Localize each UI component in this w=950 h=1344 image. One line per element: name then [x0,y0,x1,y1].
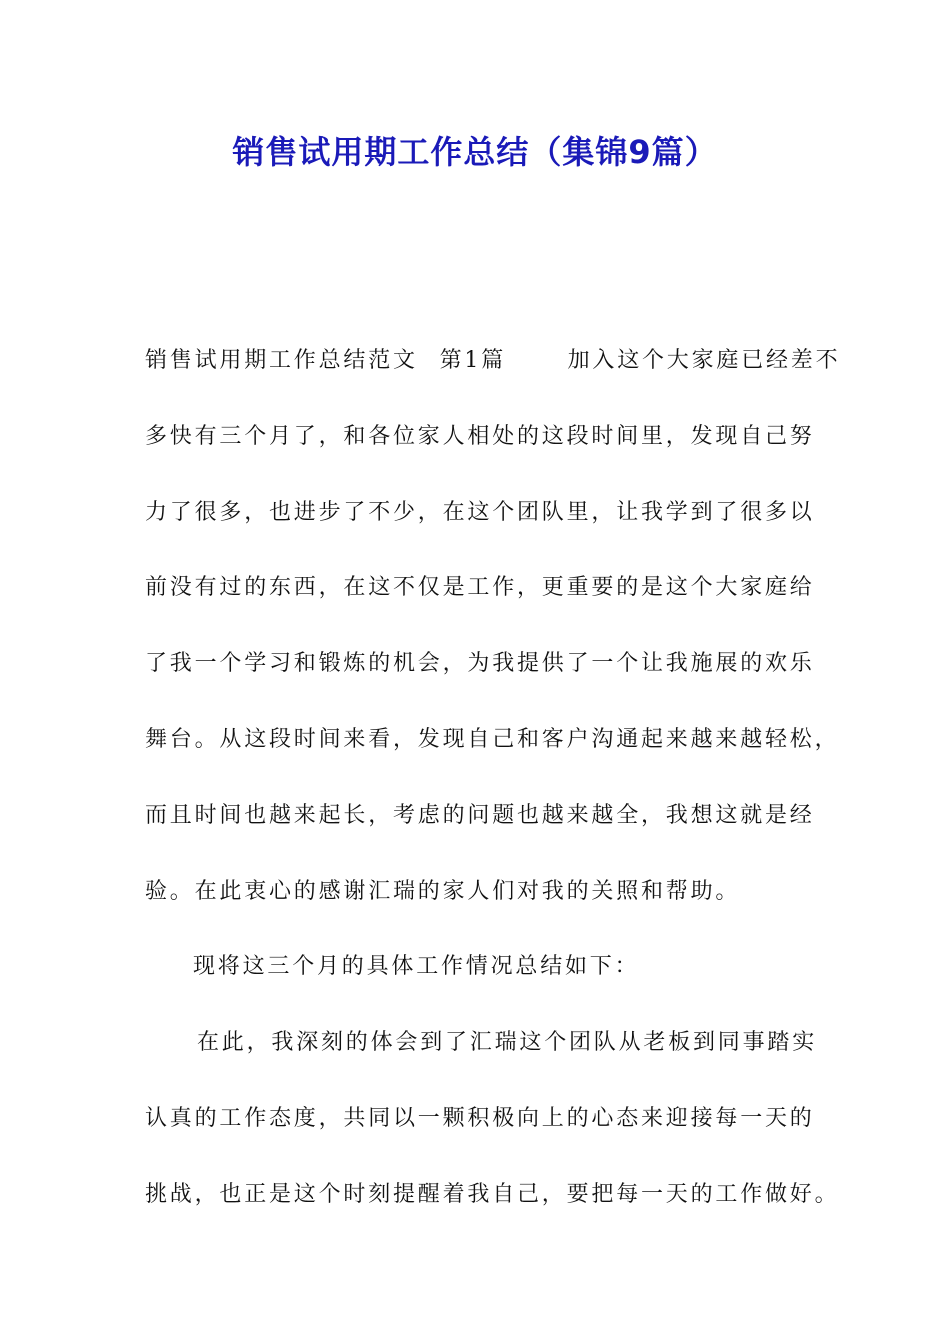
paragraph-line: 力了很多，也进步了不少，在这个团队里，让我学到了很多以 [145,499,815,525]
document-title: 销售试用期工作总结（集锦9篇） [232,133,718,171]
document-body [145,336,841,1246]
paragraph-text: 加入这个大家庭已经差不 [567,348,841,373]
paragraph-line: 在此，我深刻的体会到了汇瑞这个团队从老板到同事踏实 [197,1030,818,1056]
paragraph-line: 现将这三个月的具体工作情况总结如下： [193,954,640,980]
paragraph-line: 前没有过的东西，在这不仅是工作，更重要的是这个大家庭给 [145,575,815,601]
paragraph-line: 舞台。从这段时间来看，发现自己和客户沟通起来越来越轻松， [145,726,840,752]
section-heading: 销售试用期工作总结范文 [145,348,418,373]
section-number: 第1篇 [439,348,507,373]
paragraph-line: 挑战，也正是这个时刻提醒着我自己，要把每一天的工作做好。 [145,1181,840,1207]
paragraph-line: 验。在此衷心的感谢汇瑞的家人们对我的关照和帮助。 [145,878,741,904]
paragraph-line: 而且时间也越来起长，考虑的问题也越来越全，我想这就是经 [145,802,815,828]
paragraph-line: 了我一个学习和锻炼的机会，为我提供了一个让我施展的欢乐 [145,651,815,677]
paragraph-line: 认真的工作态度，共同以一颗积极向上的心态来迎接每一天的 [145,1105,815,1131]
paragraph-line: 多快有三个月了，和各位家人相处的这段时间里，发现自己努 [145,423,815,449]
paragraph-line [145,336,841,412]
